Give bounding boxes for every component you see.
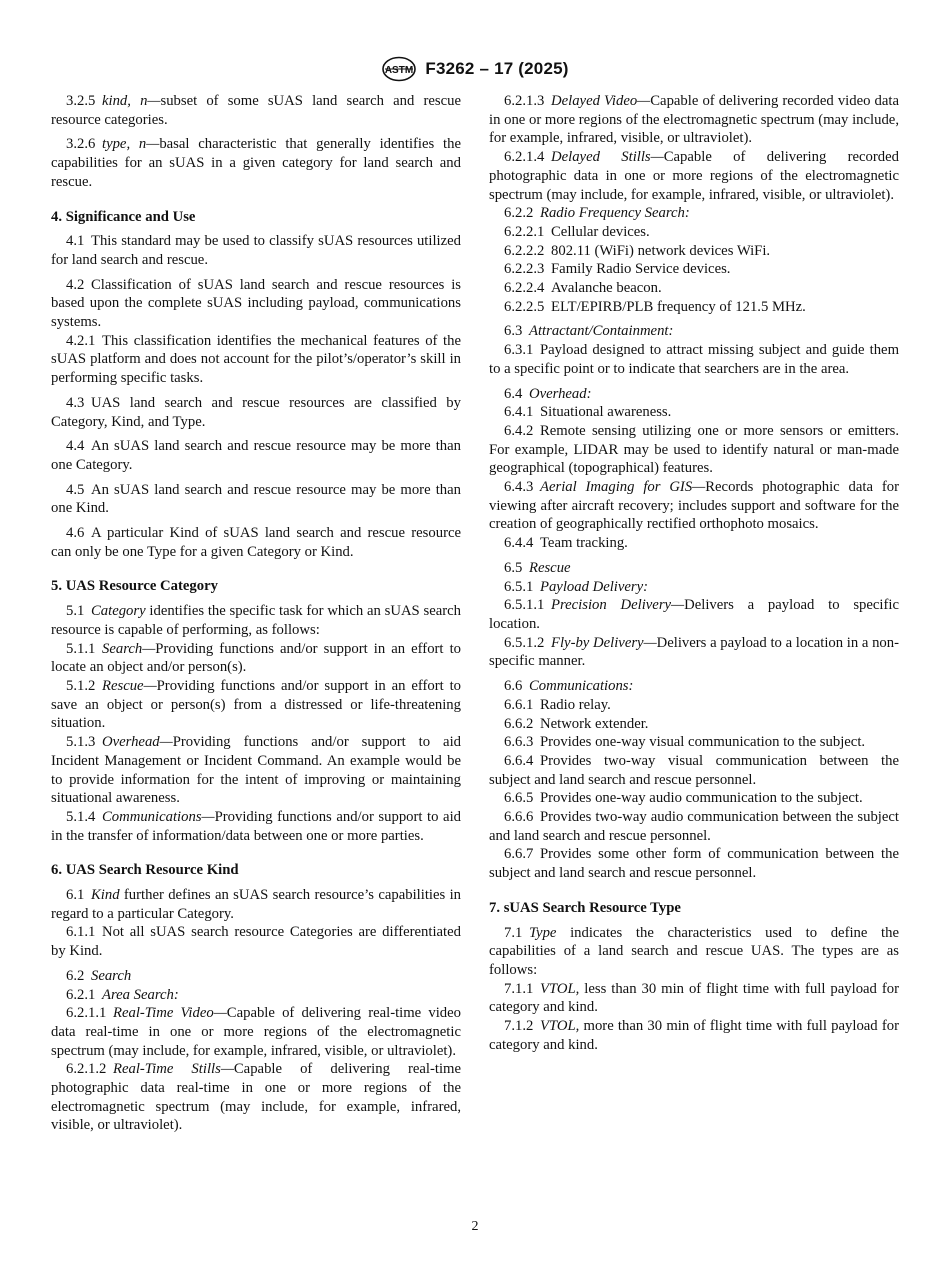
para-4-1: 4.1 This standard may be used to classify sUAS resources utilized for land search and rescue. xyxy=(51,233,461,268)
para-6-1: 6.1 Kind further defines an sUAS search resource’s capabilities in regard to a particular Category. xyxy=(51,887,461,922)
para-5-1: 5.1 Category identifies the specific task for which an sUAS search resource is capable of performing, as follows: xyxy=(51,603,461,638)
standard-designation: F3262 – 17 (2025) xyxy=(425,59,569,78)
para-6-2-1-2: 6.2.1.2 Real-Time Stills—Capable of delivering real-time photographic data real-time in one or more regions of the electromagnetic spectrum (may include, for example, infrared, visible, or ultraviolet). xyxy=(51,1061,461,1134)
para-6-2-1: 6.2.1 Area Search: xyxy=(66,986,179,1003)
para-7-1-2: 7.1.2 VTOL, more than 30 min of flight time with full payload for category and kind. xyxy=(489,1018,899,1053)
para-4-3: 4.3 UAS land search and rescue resources are classified by Category, Kind, and Type. xyxy=(51,394,461,430)
section-heading-7: 7. sUAS Search Resource Type xyxy=(489,899,681,916)
left-column xyxy=(51,92,461,1135)
para-6-6-4: 6.6.4 Provides two-way visual communication between the subject and land search and rescue personnel. xyxy=(489,752,899,788)
para-6-3-1: 6.3.1 Payload designed to attract missing subject and guide them to a specific point or to indicate that searchers are in the area. xyxy=(489,342,899,377)
para-4-5: 4.5 An sUAS land search and rescue resource may be more than one Kind. xyxy=(51,481,461,517)
para-6-5-1-2: 6.5.1.2 Fly-by Delivery—Delivers a payload to a location in a non-specific manner. xyxy=(489,634,900,670)
astm-logo-text: ASTM xyxy=(385,65,414,76)
para-6-4-2: 6.4.2 Remote sensing utilizing one or more sensors or emitters. For example, LIDAR may be used to identify natural or man-made geographical (topographical) features. xyxy=(489,422,899,477)
page-header xyxy=(0,56,950,82)
para-6-3: 6.3 Attractant/Containment: xyxy=(504,323,674,340)
para-5-1-4: 5.1.4 Communications—Providing functions and/or support to aid in the transfer of information/data between one or more parties. xyxy=(51,808,461,844)
para-5-1-1: 5.1.1 Search—Providing functions and/or support in an effort to locate an object and/or person(s). xyxy=(51,640,461,676)
para-6-6-6: 6.6.6 Provides two-way audio communication between the subject and land search and rescue personnel. xyxy=(489,809,899,844)
para-6-2-1-4: 6.2.1.4 Delayed Stills—Capable of delivering recorded photographic data in one or more regions of the electromagnetic spectrum (may include, for example, infrared, visible, or ultraviolet). xyxy=(489,149,899,203)
para-6-2-2-5: 6.2.2.5 ELT/EPIRB/PLB frequency of 121.5 MHz. xyxy=(504,298,806,315)
section-heading-6: 6. UAS Search Resource Kind xyxy=(51,862,239,879)
para-6-6-7: 6.6.7 Provides some other form of communication between the subject and land search and rescue personnel. xyxy=(489,846,899,882)
para-6-6: 6.6 Communications: xyxy=(504,678,634,695)
para-3-2-6: 3.2.6 type, n—basal characteristic that generally identifies the capabilities for an sUAS in a given category for land search and rescue. xyxy=(51,136,461,190)
para-3-2-5: 3.2.5 kind, n—subset of some sUAS land search and rescue resource categories. xyxy=(51,93,461,128)
para-6-2-2-3: 6.2.2.3 Family Radio Service devices. xyxy=(504,261,731,278)
para-6-6-1: 6.6.1 Radio relay. xyxy=(504,696,611,713)
section-heading-5: 5. UAS Resource Category xyxy=(51,578,218,595)
para-6-2-2-4: 6.2.2.4 Avalanche beacon. xyxy=(504,280,662,297)
para-6-6-3: 6.6.3 Provides one-way visual communication to the subject. xyxy=(504,734,866,751)
para-7-1: 7.1 Type indicates the characteristics used to define the capabilities of a land search and rescue UAS. The types are as follows: xyxy=(489,924,899,978)
para-7-1-1: 7.1.1 VTOL, less than 30 min of flight time with full payload for category and kind. xyxy=(489,980,899,1016)
para-6-2: 6.2 Search xyxy=(66,967,132,984)
right-column xyxy=(489,92,899,1054)
para-6-4: 6.4 Overhead: xyxy=(504,385,592,402)
para-6-5-1-1: 6.5.1.1 Precision Delivery—Delivers a payload to specific location. xyxy=(489,597,899,632)
para-6-5: 6.5 Rescue xyxy=(504,559,571,576)
para-4-4: 4.4 An sUAS land search and rescue resource may be more than one Category. xyxy=(51,438,461,473)
para-5-1-3: 5.1.3 Overhead—Providing functions and/or support to aid Incident Management or Incident Command. An example would be to provide information for the intent of improving or maintaining situational awareness. xyxy=(51,734,461,807)
para-4-2-1: 4.2.1 This classification identifies the mechanical features of the sUAS platform and does not account for the pilot’s/operator’s skill in performing specific tasks. xyxy=(51,332,461,387)
page-number: 2 xyxy=(471,1219,479,1234)
para-6-6-2: 6.6.2 Network extender. xyxy=(504,715,649,732)
para-5-1-2: 5.1.2 Rescue—Providing functions and/or support in an effort to save an object or person(s) from a distressed or life-threatening situation. xyxy=(51,677,461,732)
para-6-1-1: 6.1.1 Not all sUAS search resource Categories are differentiated by Kind. xyxy=(51,924,461,960)
para-6-4-1: 6.4.1 Situational awareness. xyxy=(504,404,672,421)
para-6-4-4: 6.4.4 Team tracking. xyxy=(504,535,628,552)
para-6-2-2: 6.2.2 Radio Frequency Search: xyxy=(504,205,690,222)
para-6-2-1-1: 6.2.1.1 Real-Time Video—Capable of delivering real-time video data real-time in one or more regions of the electromagnetic spectrum (may include, for example, infrared, visible, or ultraviolet). xyxy=(51,1005,461,1059)
para-6-6-5: 6.6.5 Provides one-way audio communication to the subject. xyxy=(504,790,863,807)
para-6-4-3: 6.4.3 Aerial Imaging for GIS—Records photographic data for viewing after aircraft recovery; includes support and software for the creation of geographically rectified orthophoto mosaics. xyxy=(489,479,899,533)
astm-logo xyxy=(381,56,417,82)
section-heading-4: 4. Significance and Use xyxy=(51,208,196,225)
para-6-2-1-3: 6.2.1.3 Delayed Video—Capable of delivering recorded video data in one or more regions of the electromagnetic spectrum (may include, for example, infrared, visible, or ultraviolet). xyxy=(489,93,899,147)
para-6-5-1: 6.5.1 Payload Delivery: xyxy=(504,578,649,595)
para-4-2: 4.2 Classification of sUAS land search and rescue resources is based upon the complete sUAS including payload, communications systems. xyxy=(51,276,461,331)
para-6-2-2-2: 6.2.2.2 802.11 (WiFi) network devices WiFi. xyxy=(504,242,771,259)
para-6-2-2-1: 6.2.2.1 Cellular devices. xyxy=(504,223,650,240)
para-4-6: 4.6 A particular Kind of sUAS land search and rescue resource can only be one Type for a given Category or Kind. xyxy=(51,525,461,560)
